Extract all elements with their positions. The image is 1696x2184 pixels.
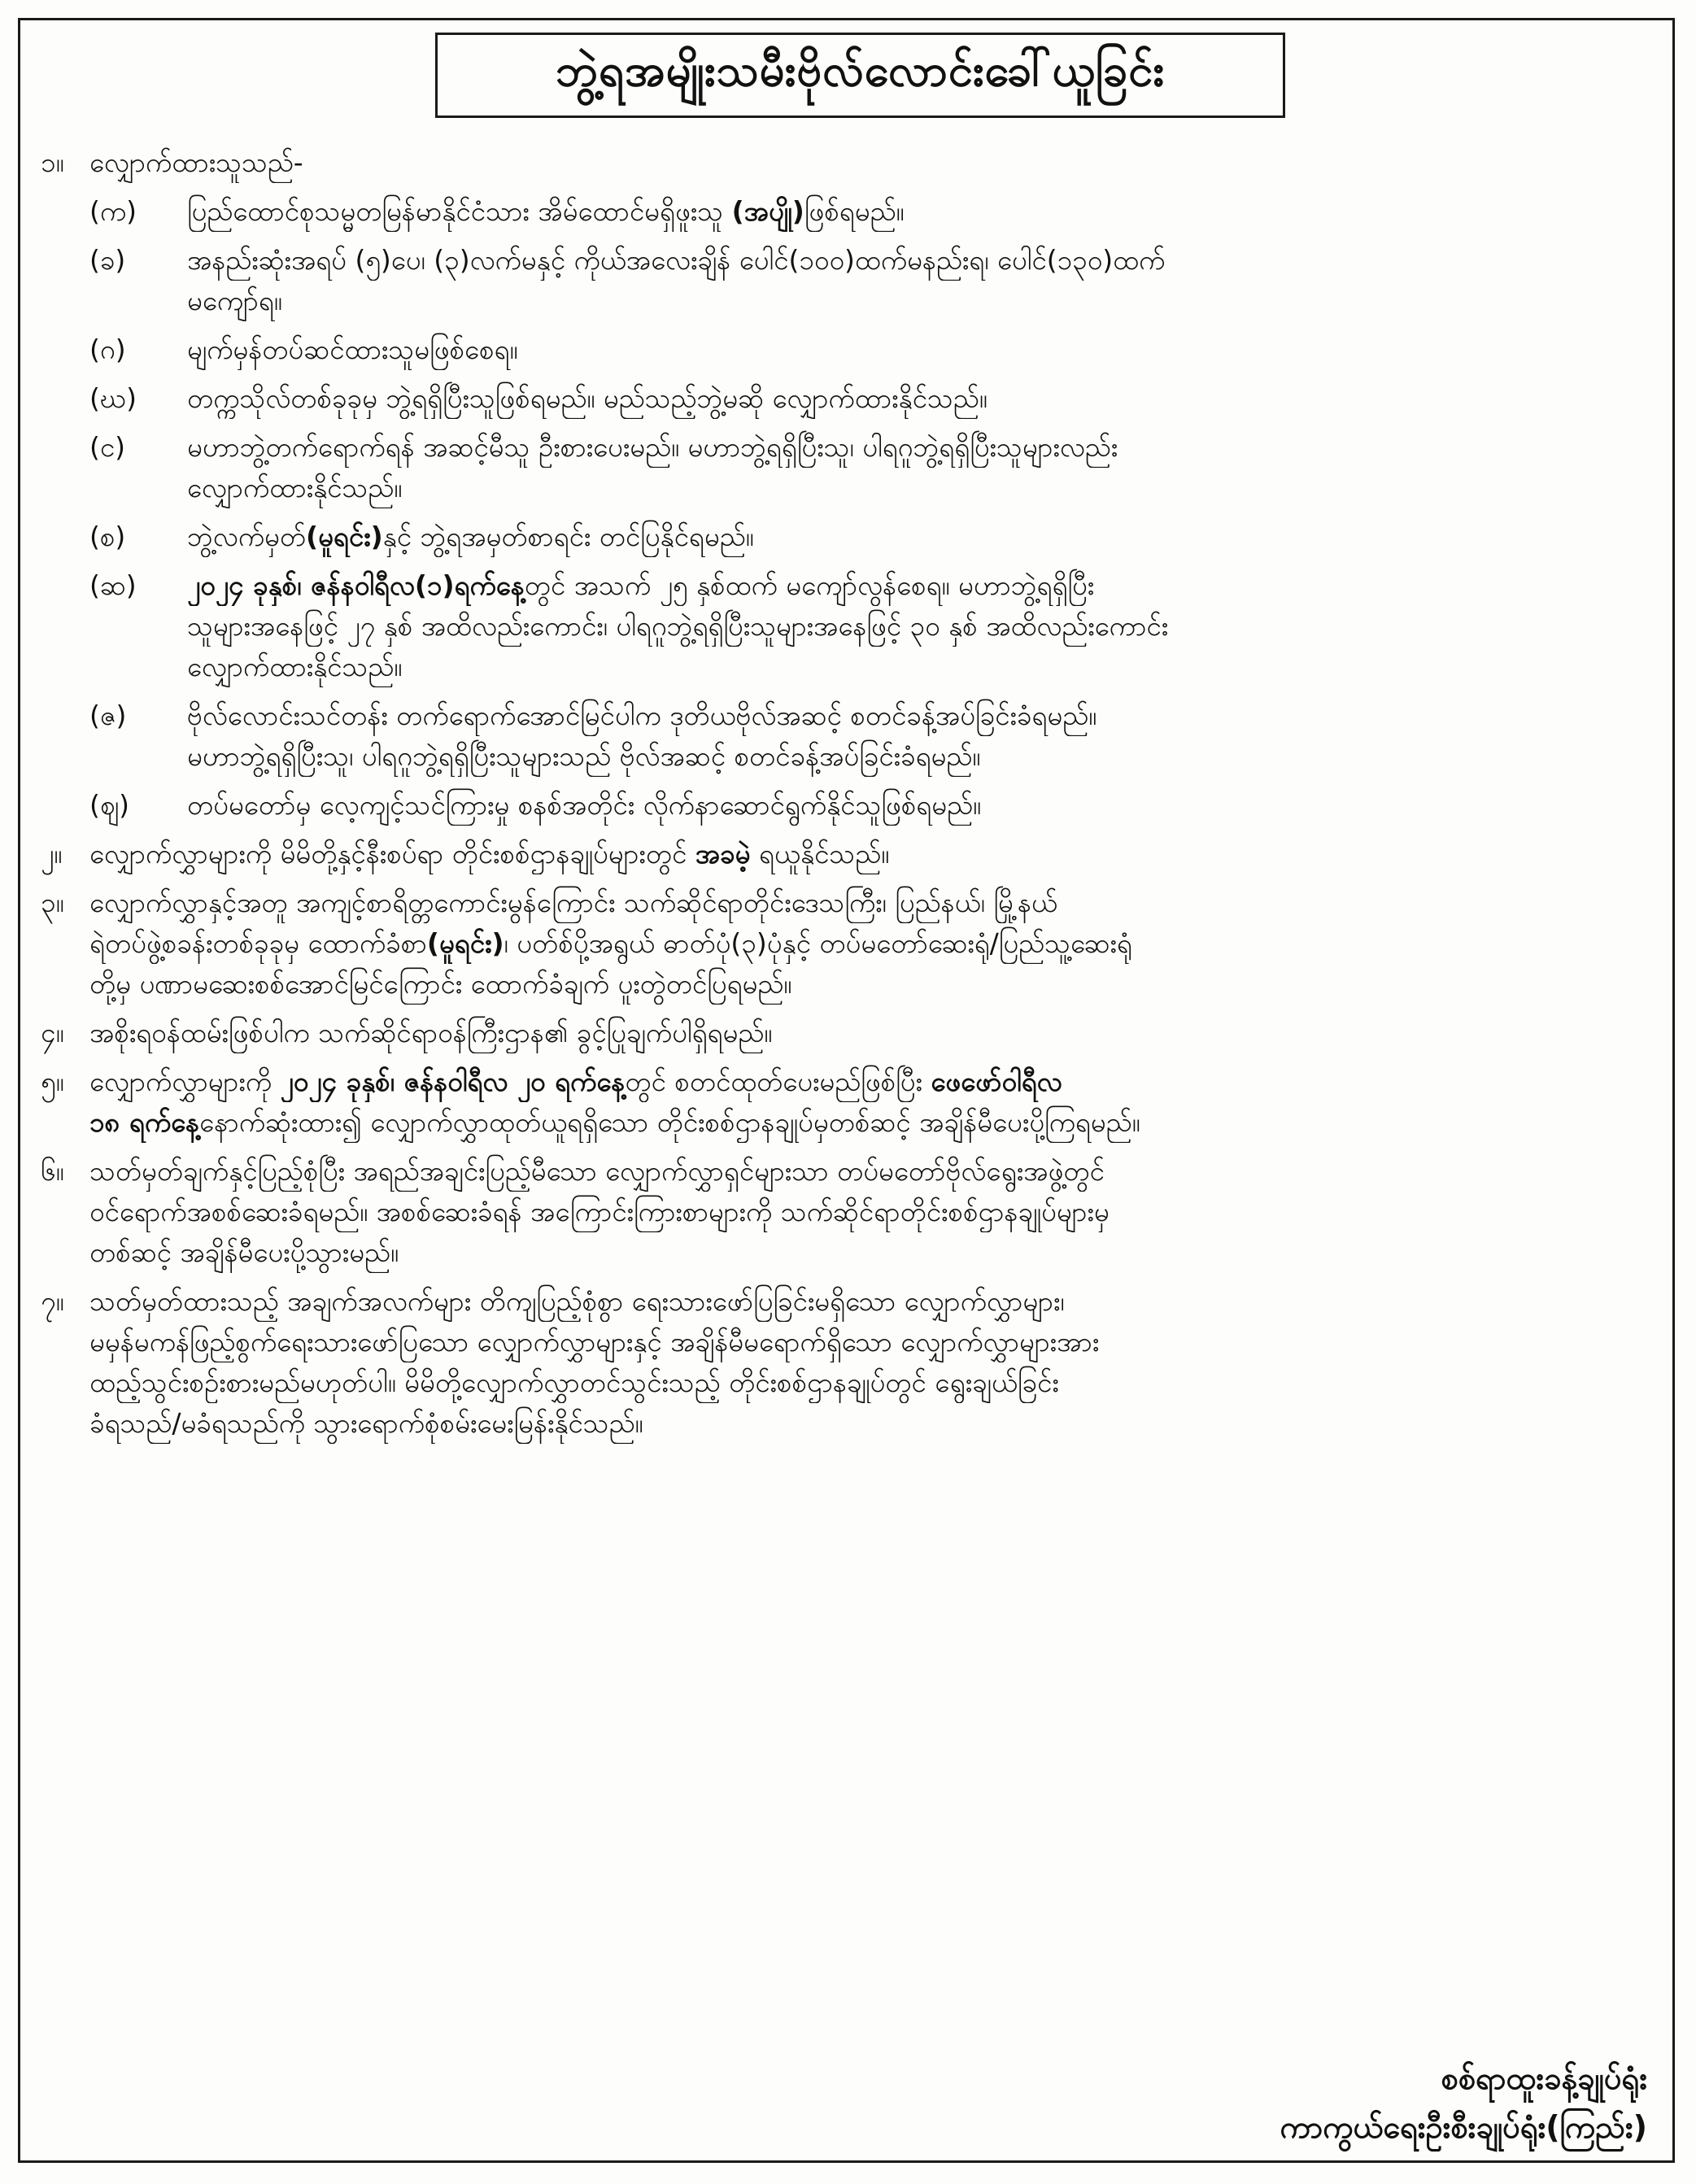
section-line: သတ်မှတ်ချက်နှင့်ပြည့်စုံပြီး အရည်အချင်းပြည့်မီသော လျှောက်လွှာရှင်များသာ တပ်မတော်ဗိုလ်ရွေးအဖွဲ့တွင် — [89, 1155, 1105, 1187]
section-number: ၁။ — [41, 146, 64, 178]
item-sa — [89, 517, 1655, 557]
page-title: ဘွဲ့ရအမျိုးသမီးဗိုလ်လောင်းခေါ်ယူခြင်း — [556, 45, 1165, 96]
bold-text: ၂၀၂၄ ခုနှစ်၊ ဇန်နဝါရီလ(၁)ရက်နေ့ — [187, 569, 525, 601]
item-marker: (င) — [89, 431, 126, 463]
section-5 — [41, 1061, 1655, 1143]
item-text — [187, 329, 1655, 370]
section-line — [89, 1061, 1655, 1102]
section-1 — [41, 142, 1655, 183]
item-line — [187, 565, 1655, 606]
item-marker: (ခ) — [89, 244, 126, 276]
item-za — [89, 695, 1655, 777]
bold-text: ၂၀၂၄ ခုနှစ်၊ ဇန်နဝါရီလ ၂၀ ရက်နေ့ — [280, 1066, 626, 1097]
section-line — [89, 923, 1655, 964]
text-run: ဖြစ်ရမည်။ — [804, 195, 905, 227]
item-text — [187, 378, 1655, 419]
section-number: ၂။ — [41, 838, 63, 870]
item-line: မျက်မှန်တပ်ဆင်ထားသူမဖြစ်စေရ။ — [187, 333, 518, 365]
issuer-department: ကာကွယ်ရေးဦးစီးချုပ်ရုံး(ကြည်း) — [1280, 2109, 1647, 2145]
item-line: အနည်းဆုံးအရပ် (၅)ပေ၊ (၃)လက်မနှင့် ကိုယ်အလေးချိန် ပေါင်(၁၀၀)ထက်မနည်းရ၊ ပေါင်(၁၃၀)ထက် — [187, 244, 1166, 276]
section-line: ခံရသည်/မခံရသည်ကို သွားရောက်စုံစမ်းမေးမြန်းနိုင်သည်။ — [89, 1407, 643, 1439]
bold-text: (အပျို) — [731, 195, 804, 227]
item-text — [187, 191, 1655, 232]
bold-text: (မူရင်း) — [306, 521, 383, 552]
item-text — [187, 240, 1655, 321]
section-number: ၅။ — [41, 1066, 64, 1097]
section-line — [89, 834, 1655, 874]
section-text — [89, 1013, 1655, 1053]
item-marker: (ဇ) — [89, 700, 127, 731]
section-line: တို့မှ ပဏာမဆေးစစ်အောင်မြင်ကြောင်း ထောက်ခံချက် ပူးတွဲတင်ပြရမည်။ — [89, 968, 792, 1000]
section-text — [89, 1281, 1655, 1444]
section-number: ၃။ — [41, 887, 64, 918]
bold-text: ၁၈ ရက်နေ့ — [89, 1106, 200, 1138]
section-line: ထည့်သွင်းစဉ်းစားမည်မဟုတ်ပါ။ မိမိတို့လျှောက်လွှာတင်သွင်းသည့် တိုင်းစစ်ဌာနချုပ်တွင် ရွေးချယ်ခြင်း — [89, 1367, 1059, 1398]
section-line: လျှောက်လွှာနှင့်အတူ အကျင့်စာရိတ္တကောင်းမွန်ကြောင်း သက်ဆိုင်ရာတိုင်းဒေသကြီး၊ ပြည်နယ်၊ မြို့နယ် — [89, 887, 1057, 918]
section-line: မမှန်မကန်ဖြည့်စွက်ရေးသားဖော်ပြသော လျှောက်လွှာများနှင့် အချိန်မီမရောက်ရှိသော လျှောက်လွှာများအား — [89, 1326, 1100, 1358]
item-line: သူများအနေဖြင့် ၂၇ နှစ် အထိလည်းကောင်း၊ ပါရဂူဘွဲ့ရရှိပြီးသူများအနေဖြင့် ၃၀ နှစ် အထိလည်းကောင်း — [187, 610, 1169, 642]
item-marker: (စ) — [89, 521, 126, 552]
section-text — [89, 883, 1655, 1005]
section-number: ၇။ — [41, 1285, 64, 1317]
section-line: အစိုးရဝန်ထမ်းဖြစ်ပါက သက်ဆိုင်ရာဝန်ကြီးဌာန၏ ခွင့်ပြုချက်ပါရှိရမည်။ — [89, 1017, 773, 1048]
item-zha — [89, 785, 1655, 826]
item-line — [187, 191, 1655, 232]
section-line: သတ်မှတ်ထားသည့် အချက်အလက်များ တိကျပြည့်စုံစွာ ရေးသားဖော်ပြခြင်းမရှိသော လျှောက်လွှာများ၊ — [89, 1285, 1065, 1317]
section-number: ၆။ — [41, 1155, 64, 1187]
item-gha — [89, 378, 1655, 419]
section-4 — [41, 1013, 1655, 1053]
bold-text: အခမဲ့ — [695, 838, 751, 870]
section-line: တစ်ဆင့် အချိန်မီပေးပို့သွားမည်။ — [89, 1236, 399, 1268]
item-hsa — [89, 565, 1655, 687]
text-run: ရဲတပ်ဖွဲ့စခန်းတစ်ခုခုမှ ထောက်ခံစာ — [89, 927, 427, 959]
text-run: ပြည်ထောင်စုသမ္မတမြန်မာနိုင်ငံသား အိမ်ထောင်မရှိဖူးသူ — [187, 195, 732, 227]
text-run: ၊ ပတ်စ်ပို့အရွယ် ဓာတ်ပုံ(၃)ပုံနှင့် တပ်မတော်ဆေးရုံ/ပြည်သူ့ဆေးရုံ — [504, 927, 1132, 959]
item-marker: (ဆ) — [89, 569, 137, 601]
item-line: တပ်မတော်မှ လေ့ကျင့်သင်ကြားမှု စနစ်အတိုင်း လိုက်နာဆောင်ရွက်နိုင်သူဖြစ်ရမည်။ — [187, 789, 981, 821]
item-marker: (က) — [89, 195, 137, 227]
item-line — [187, 517, 1655, 557]
item-line: ဗိုလ်လောင်းသင်တန်း တက်ရောက်အောင်မြင်ပါက ဒုတိယဗိုလ်အဆင့် စတင်ခန့်အပ်ခြင်းခံရမည်။ — [187, 700, 1097, 731]
item-line: မဟာဘွဲ့ရရှိပြီးသူ၊ ပါရဂူဘွဲ့ရရှိပြီးသူများသည် ဗိုလ်အဆင့် စတင်ခန့်အပ်ခြင်းခံရမည်။ — [187, 740, 981, 772]
section-text — [89, 1061, 1655, 1143]
section-text — [89, 834, 1655, 874]
item-line: လျှောက်ထားနိုင်သည်။ — [187, 472, 403, 503]
item-marker: (ဈ) — [89, 789, 129, 821]
section-3 — [41, 883, 1655, 1005]
notice-body — [41, 142, 1655, 1452]
section-6 — [41, 1151, 1655, 1273]
signature-block — [1280, 2054, 1647, 2151]
section-number: ၄။ — [41, 1017, 64, 1048]
item-marker: (ဂ) — [89, 333, 126, 365]
section-7 — [41, 1281, 1655, 1444]
item-text — [187, 695, 1655, 777]
item-text — [187, 427, 1655, 508]
issuer-office: စစ်ရာထူးခန့်ချုပ်ရုံး — [1441, 2060, 1647, 2096]
item-line: တက္ကသိုလ်တစ်ခုခုမှ ဘွဲ့ရရှိပြီးသူဖြစ်ရမည်။ မည်သည့်ဘွဲ့မဆို လျှောက်ထားနိုင်သည်။ — [187, 382, 988, 414]
item-line: မဟာဘွဲ့တက်ရောက်ရန် အဆင့်မီသူ ဦးစားပေးမည်။ မဟာဘွဲ့ရရှိပြီးသူ၊ ပါရဂူဘွဲ့ရရှိပြီးသူများလည်း — [187, 431, 1118, 463]
section-2 — [41, 834, 1655, 874]
bold-text: (မူရင်း) — [426, 927, 504, 959]
item-line: မကျော်ရ။ — [187, 285, 282, 316]
text-run: ဘွဲ့လက်မှတ် — [187, 521, 306, 552]
section-line — [89, 1102, 1655, 1143]
section-text — [89, 142, 1655, 183]
title-box — [435, 33, 1285, 118]
section-line: လျှောက်ထားသူသည်- — [89, 146, 303, 178]
text-run: တွင် စတင်ထုတ်ပေးမည်ဖြစ်ပြီး — [625, 1066, 931, 1097]
item-text — [187, 565, 1655, 687]
item-marker: (ဃ) — [89, 382, 137, 414]
item-line: လျှောက်ထားနိုင်သည်။ — [187, 651, 403, 682]
item-ka — [89, 191, 1655, 232]
text-run: ရယူနိုင်သည်။ — [750, 838, 890, 870]
text-run: နောက်ဆုံးထား၍ လျှောက်လွှာထုတ်ယူရရှိသော တိုင်းစစ်ဌာနချုပ်မှတစ်ဆင့် အချိန်မီပေးပို့ကြရမည်။ — [199, 1106, 1140, 1138]
section-text — [89, 1151, 1655, 1273]
text-run: လျှောက်လွှာများကို — [89, 1066, 281, 1097]
item-text — [187, 517, 1655, 557]
item-ga — [89, 329, 1655, 370]
section-line: ဝင်ရောက်အစစ်ဆေးခံရမည်။ အစစ်ဆေးခံရန် အကြောင်းကြားစာများကို သက်ဆိုင်ရာတိုင်းစစ်ဌာနချုပ်များမှ — [89, 1196, 1110, 1227]
bold-text: ဖေဖော်ဝါရီလ — [931, 1066, 1062, 1097]
text-run: တွင် အသက် ၂၅ နှစ်ထက် မကျော်လွန်စေရ။ မဟာဘွဲ့ရရှိပြီး — [524, 569, 1095, 601]
item-text — [187, 785, 1655, 826]
item-nga — [89, 427, 1655, 508]
text-run: နှင့် ဘွဲ့ရအမှတ်စာရင်း တင်ပြနိုင်ရမည်။ — [382, 521, 754, 552]
text-run: လျှောက်လွှာများကို မိမိတို့နှင့်နီးစပ်ရာ တိုင်းစစ်ဌာနချုပ်များတွင် — [89, 838, 695, 870]
item-kha — [89, 240, 1655, 321]
